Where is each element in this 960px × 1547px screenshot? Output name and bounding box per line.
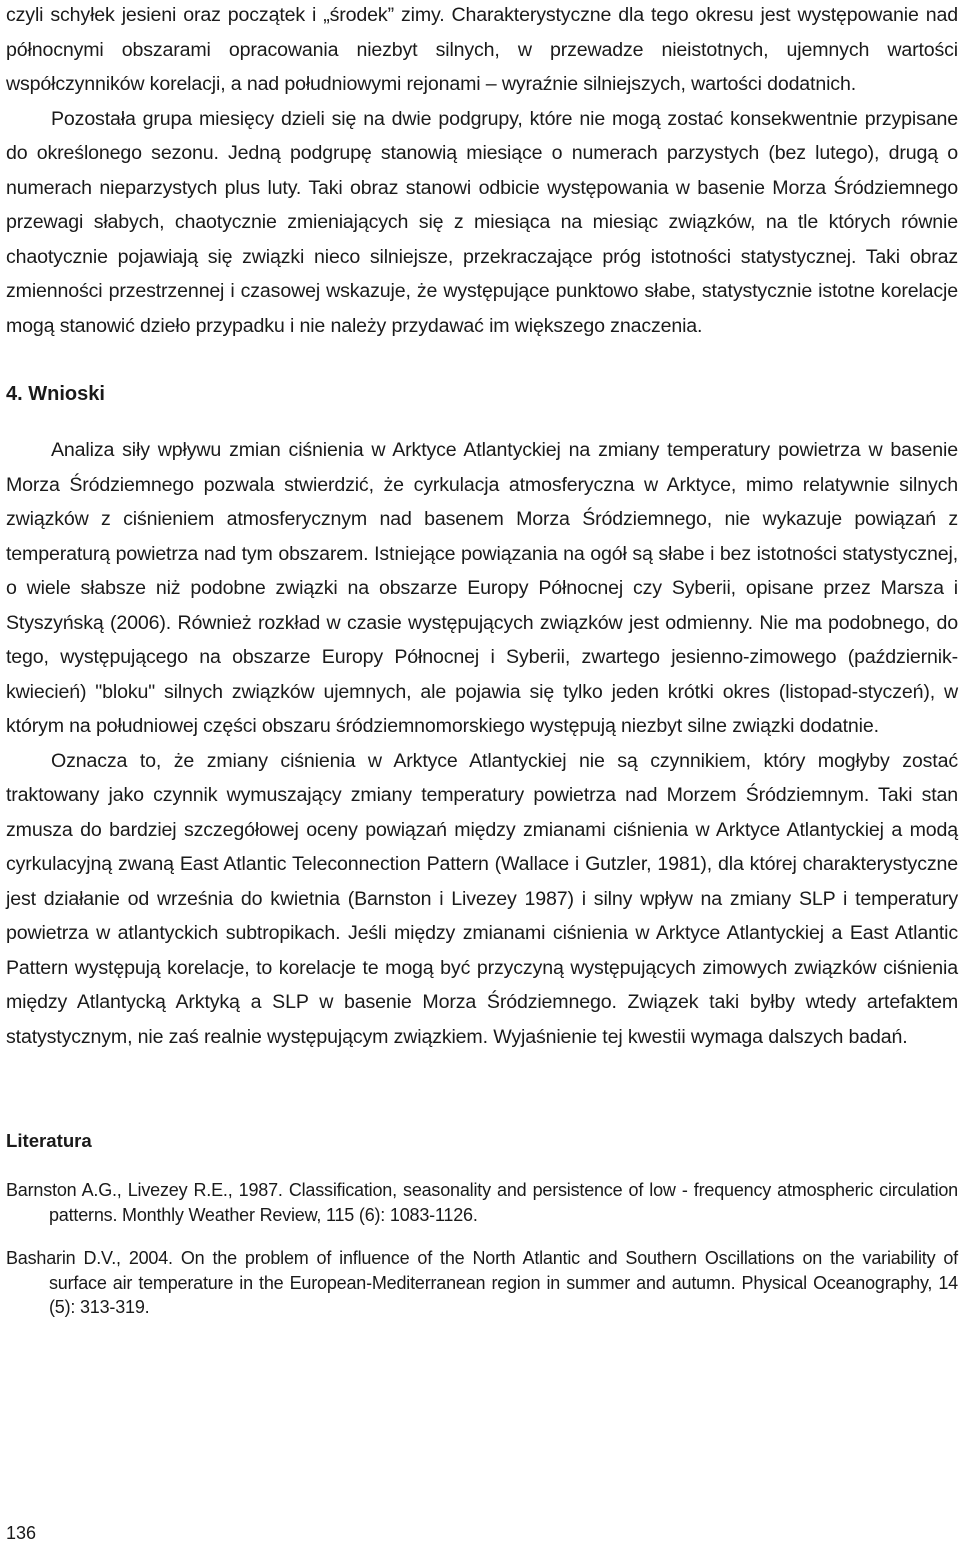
- body-paragraph: czyli schyłek jesieni oraz początek i „środek” zimy. Charakterystyczne dla tego okresu jest występowanie nad północnymi obszarami opracowania niezbyt silnych, w przewadze nieistotnych, ujemnych wartości współczynników korelacji, a nad południowymi rejonami – wyraźnie silniejszych, wartości dodatnich.: [6, 4, 958, 95]
- body-paragraph: Pozostała grupa miesięcy dzieli się na dwie podgrupy, które nie mogą zostać konsekwentnie przypisane do określonego sezonu. Jedną podgrupę stanowią miesiące o numerach parzystych (bez lutego), drugą o numerach nieparzystych plus luty. Taki obraz stanowi odbicie występowania w basenie Morza Śródziemnego przewagi słabych, chaotycznie zmieniających się z miesiąca na miesiąc związków, na tle których równie chaotycznie pojawiają się związki nieco silniejsze, przekraczające próg istotności statystycznej. Taki obraz zmienności przestrzennej i czasowej wskazuje, że występujące punktowo słabe, statystycznie istotne korelacje mogą stanowić dzieło przypadku i nie należy przydawać im większego znaczenia.: [6, 107, 958, 337]
- conclusion-paragraph: Oznacza to, że zmiany ciśnienia w Arktyce Atlantyckiej nie są czynnikiem, który mogłyby zostać traktowany jako czynnik wymuszający zmiany temperatury powietrza nad Morzem Śródziemnym. Taki stan zmusza do bardziej szczegółowej oceny powiązań między zmianami ciśnienia w Arktyce Atlantyckiej a modą cyrkulacyjną zwaną East Atlantic Teleconnection Pattern (Wallace i Gutzler, 1981), dla której charakterystyczne jest działanie od września do kwietnia (Barnston i Livezey 1987) i silny wpływ na zmiany SLP i temperatury powietrza w atlantyckich subtropikach. Jeśli między zmianami ciśnienia w Arktyce Atlantyckiej a East Atlantic Pattern występują korelacje, to korelacje te mogą być przyczyną występujących zimowych związków ciśnienia między Atlantycką Arktyką a SLP w basenie Morza Śródziemnego. Związek taki byłby wtedy artefaktem statystycznym, nie zaś realnie występującym związkiem. Wyjaśnienie tej kwestii wymaga dalszych badań.: [6, 749, 958, 1048]
- section-heading: 4. Wnioski: [6, 383, 105, 405]
- reference-entry: Basharin D.V., 2004. On the problem of influence of the North Atlantic and Southern Oscillations on the variability of surface air temperature in the European-Mediterranean region in summer and autumn. Physical Oceanography, 14 (5): 313-319.: [6, 1248, 958, 1317]
- reference-entry: Barnston A.G., Livezey R.E., 1987. Classification, seasonality and persistence of low - frequency atmospheric circulation patterns. Monthly Weather Review, 115 (6): 1083-1126.: [6, 1180, 958, 1225]
- document-page: [6, 0, 958, 1320]
- literature-heading: Literatura: [6, 1130, 92, 1151]
- conclusion-paragraph: Analiza siły wpływu zmian ciśnienia w Arktyce Atlantyckiej na zmiany temperatury powietrza w basenie Morza Śródziemnego pozwala stwierdzić, że cyrkulacja atmosferyczna w Arktyce, mimo relatywnie silnych związków z ciśnieniem atmosferycznym nad basenem Morza Śródziemnego, nie wykazuje powiązań z temperaturą powietrza nad tym obszarem. Istniejące powiązania na ogół są słabe i bez istotności statystycznej, o wiele słabsze niż podobne związki na obszarze Europy Północnej czy Syberii, opisane przez Marsza i Styszyńską (2006). Również rozkład w czasie występujących związków jest odmienny. Nie ma podobnego, do tego, występującego na obszarze Europy Północnej i Syberii, zwartego jesienno-zimowego (październik-kwiecień) "bloku" silnych związków ujemnych, ale pojawia się tylko jeden krótki okres (listopad-styczeń), w którym na południowej części obszaru śródziemnomorskiego występują niezbyt silne związki dodatnie.: [6, 439, 958, 737]
- page-number: 136: [6, 1523, 37, 1543]
